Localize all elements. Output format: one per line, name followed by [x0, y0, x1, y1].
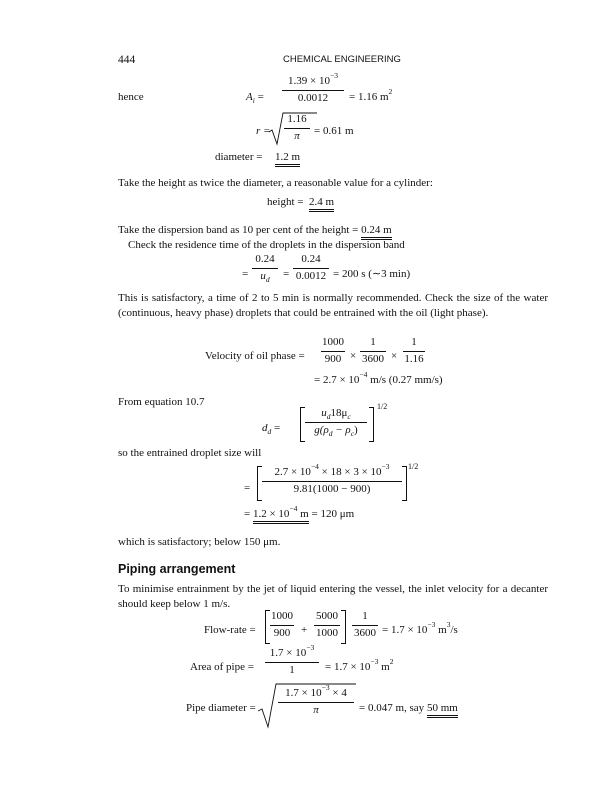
vel-times-2: × [391, 350, 398, 362]
ed-num-exp2: −3 [381, 462, 390, 472]
res-num2: 0.24 [301, 253, 321, 265]
area-label: Area of pipe = [190, 661, 254, 673]
dd-den-sub1: d [328, 428, 333, 438]
dia-result [359, 702, 458, 718]
vel-f3-bar [403, 351, 425, 352]
vel-f1-bar [321, 351, 345, 352]
dd-num-rest-sub: c [347, 412, 351, 422]
vel-f1-den: 900 [324, 352, 342, 365]
dd-fraction [305, 408, 367, 436]
diameter-value: 1.2 m [275, 152, 300, 167]
dia-num-exp: −3 [321, 683, 330, 693]
vel-f2-num: 1 [370, 336, 376, 348]
dia-result-text: = 0.047 m, say [359, 702, 425, 714]
flow-result-unit-exp: 3 [446, 620, 451, 630]
which-text: which is satisfactory; below 150 μm. [118, 536, 281, 548]
from-equation-text: From equation 10.7 [118, 396, 205, 408]
vel-times-1: × [350, 350, 357, 362]
dd-power: 1/2 [377, 402, 388, 411]
ai-num-exponent: −3 [329, 71, 338, 81]
band-value: 0.24 m [361, 225, 392, 240]
flow-fraction-2 [314, 611, 340, 639]
ai-result [349, 87, 393, 103]
ed-result-pre: 1.2 × 10 [252, 508, 290, 520]
ed-right-bracket [402, 466, 407, 501]
ai-result-value: = 1.16 m [349, 91, 389, 103]
vel-f2-den: 3600 [362, 352, 384, 365]
dd-num-u-sub: d [326, 412, 331, 422]
flow-right-bracket [341, 610, 346, 644]
ed-num-exp1: −4 [310, 462, 319, 472]
res-den1-sub: d [265, 274, 270, 284]
dia-fraction [278, 683, 354, 716]
flow-f2-num: 5000 [316, 610, 338, 622]
dia-denominator: π [313, 703, 319, 716]
vel-f3-den: 1.16 [404, 352, 424, 365]
dd-symbol: d [262, 422, 268, 434]
residence-paragraph: Check the residence time of the droplets in the dispersion band [128, 239, 405, 251]
res-den1 [252, 271, 278, 283]
dia-numerator [278, 683, 354, 700]
area-result-unit: m [378, 661, 390, 673]
dd-den-mid: − ρ [332, 423, 351, 436]
ed-numerator [262, 462, 402, 479]
res-result: = 200 s (∼3 min) [333, 268, 411, 280]
dd-den-close: ) [354, 423, 358, 436]
area-result [325, 657, 394, 673]
flow-f2-den: 1000 [316, 626, 338, 639]
area-result-exp: −3 [370, 657, 379, 667]
area-result-pre: = 1.7 × 10 [325, 661, 371, 673]
r-lhs: r = [256, 125, 271, 137]
ed-eq: = [244, 482, 251, 494]
band-paragraph [118, 224, 392, 240]
area-fraction-bar [265, 662, 319, 663]
dd-subscript: d [267, 427, 272, 437]
height-eq-label: height = [267, 196, 304, 208]
dia-num-post: × 4 [329, 687, 347, 699]
dd-denominator [305, 425, 367, 437]
ed-num-mid: × 18 × 3 × 10 [318, 466, 382, 478]
ed-fraction-bar [262, 481, 402, 482]
flow-fraction-3 [352, 611, 378, 639]
page-number: 444 [118, 54, 136, 66]
flow-f1-bar [270, 625, 294, 626]
res-fraction-1 [252, 254, 278, 282]
vel-fraction-2 [360, 337, 386, 365]
dia-fraction-bar [278, 702, 354, 703]
dd-num-rest: 18μ [330, 407, 348, 419]
height-value: 2.4 m [309, 197, 334, 212]
flow-result [382, 620, 458, 636]
vel-result-post: m/s (0.27 mm/s) [367, 374, 443, 386]
vel-f1-num: 1000 [322, 336, 344, 348]
ed-denominator: 9.81(1000 − 900) [293, 482, 371, 495]
res-bar2 [293, 268, 329, 269]
dia-say-value: 50 mm [427, 703, 458, 718]
r-numerator: 1.16 [287, 113, 307, 125]
ai-numerator [282, 71, 344, 88]
hence-label: hence [118, 91, 144, 103]
ai-subscript: i [252, 96, 255, 106]
flow-result-post: /s [450, 624, 458, 636]
ai-denominator: 0.0012 [297, 91, 329, 104]
dd-equals: = [274, 422, 281, 434]
res-fraction-2 [293, 254, 329, 282]
running-title: CHEMICAL ENGINEERING [283, 54, 401, 65]
ed-result [244, 504, 355, 524]
ed-result-post: = 120 μm [311, 508, 355, 520]
ai-symbol: A [246, 91, 253, 103]
res-eq1: = [242, 268, 249, 280]
satisfactory-paragraph: This is satisfactory, a time of 2 to 5 min is normally recommended. Check the size of the water (continuous, heavy phase) droplets that could be entrained with the oil (light phase). [118, 292, 548, 319]
flow-f2-bar [314, 625, 340, 626]
ai-num-mantissa: 1.39 × 10 [288, 75, 330, 87]
vel-fraction-1 [321, 337, 345, 365]
ed-result-eq: = [244, 508, 251, 520]
area-fraction [265, 643, 319, 676]
res-den1-symbol: u [260, 269, 266, 282]
flow-f1-num: 1000 [271, 610, 293, 622]
dd-right-bracket [369, 407, 374, 442]
r-fraction [284, 114, 310, 142]
ai-fraction-bar [282, 90, 344, 91]
ai-lhs [246, 91, 264, 106]
dd-lhs [262, 422, 281, 437]
dd-den-sub2: c [350, 428, 355, 438]
dd-den-g: g(ρ [314, 423, 329, 436]
ed-power: 1/2 [408, 462, 419, 471]
area-numerator [265, 643, 319, 660]
vel-label: Velocity of oil phase = [205, 350, 305, 362]
piping-paragraph: To minimise entrainment by the jet of liquid entering the vessel, the inlet velocity for a decanter should keep below 1 m/s. [118, 583, 548, 610]
r-fraction-bar [284, 128, 310, 129]
vel-result-pre: = 2.7 × 10 [314, 374, 360, 386]
area-num-exp: −3 [306, 643, 315, 653]
res-den2: 0.0012 [295, 269, 327, 282]
flow-result-pre: = 1.7 × 10 [382, 624, 428, 636]
diameter-label: diameter = [215, 151, 263, 163]
ed-result-exp: −4 [289, 504, 298, 514]
flow-f1-den: 900 [273, 626, 291, 639]
flow-result-exp: −3 [427, 620, 436, 630]
area-denominator: 1 [289, 663, 295, 676]
res-num1: 0.24 [255, 253, 275, 265]
flow-fraction-1 [270, 611, 294, 639]
ai-result-exponent: 2 [388, 87, 393, 97]
vel-fraction-3 [403, 337, 425, 365]
area-result-unit-exp: 2 [389, 657, 394, 667]
diameter-value-wrap [275, 151, 300, 167]
vel-result-exp: −4 [359, 370, 368, 380]
ai-equals: = [257, 91, 264, 103]
height-value-wrap [309, 196, 334, 212]
ed-result-value [252, 504, 309, 524]
res-eq2: = [283, 268, 290, 280]
flow-label: Flow-rate = [204, 624, 256, 636]
band-text: Take the dispersion band as 10 per cent of the height = [118, 224, 359, 236]
r-result: = 0.61 m [314, 125, 354, 137]
dia-label: Pipe diameter = [186, 702, 256, 714]
vel-f2-bar [360, 351, 386, 352]
section-heading: Piping arrangement [118, 562, 236, 576]
res-bar1 [252, 268, 278, 269]
dd-numerator [305, 408, 367, 420]
area-num-mant: 1.7 × 10 [269, 647, 307, 659]
flow-f3-num: 1 [362, 610, 368, 622]
flow-f3-bar [352, 625, 378, 626]
ai-fraction [282, 71, 344, 104]
flow-f3-den: 3600 [354, 626, 376, 639]
flow-result-unit: m [435, 624, 447, 636]
ed-result-unit: m [297, 508, 309, 520]
dd-num-u: u [321, 407, 327, 419]
height-paragraph: Take the height as twice the diameter, a reasonable value for a cylinder: [118, 177, 433, 189]
dia-num-mant: 1.7 × 10 [285, 687, 322, 699]
dd-fraction-bar [305, 422, 367, 423]
r-denominator: π [294, 129, 300, 142]
ed-fraction [262, 462, 402, 495]
vel-result [314, 370, 443, 386]
so-text: so the entrained droplet size will [118, 447, 262, 459]
vel-f3-num: 1 [411, 336, 417, 348]
flow-plus: + [301, 624, 308, 636]
ed-num-a: 2.7 × 10 [274, 466, 311, 478]
